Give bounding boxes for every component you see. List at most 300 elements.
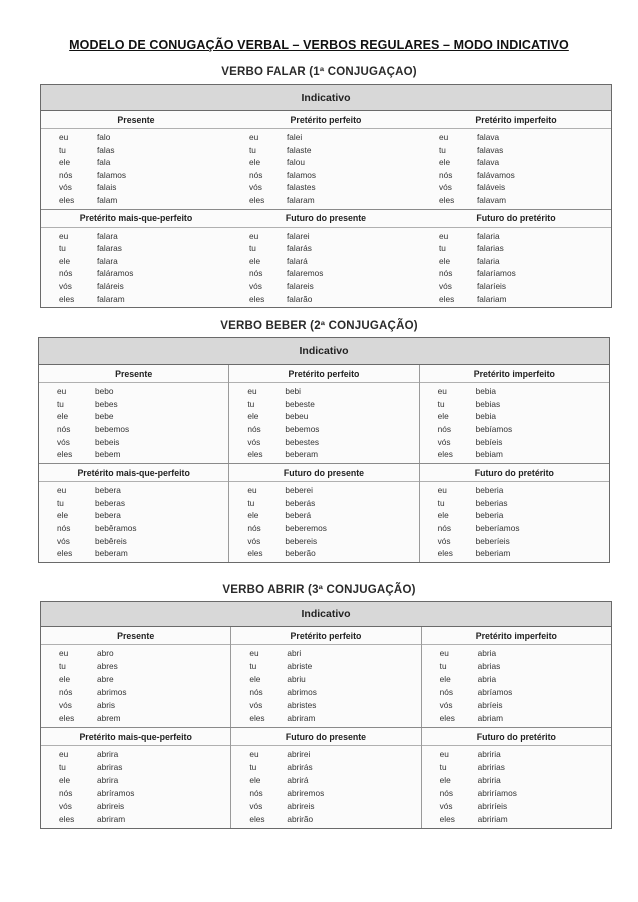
verb-form: abriram: [97, 814, 126, 825]
verb-form: falou: [287, 157, 305, 168]
verb-form: abro: [97, 648, 114, 659]
pronoun: vós: [249, 280, 262, 291]
conjugation-row: [39, 524, 228, 532]
verb-form: beberão: [285, 548, 316, 559]
conjugation-table-falar: [40, 84, 612, 308]
conjugation-row: [41, 269, 231, 277]
conjugation-row: [422, 815, 611, 823]
tense-column: [422, 627, 611, 727]
verb-form: beberia: [475, 485, 504, 496]
conjugation-row: [421, 257, 611, 265]
pronoun: vós: [247, 436, 261, 447]
conjugation-row: [41, 750, 230, 758]
pronoun: eles: [247, 449, 263, 460]
pronoun: eles: [439, 814, 455, 825]
tense-heading: Futuro do presente: [231, 728, 420, 746]
verb-form: bebia: [475, 386, 496, 397]
pronoun: eles: [437, 449, 453, 460]
conjugation-row: [231, 257, 421, 265]
verb-form: falávamos: [477, 169, 515, 180]
tense-heading: Pretérito perfeito: [231, 111, 421, 129]
verb-form: faláveis: [477, 182, 506, 193]
pronoun: nós: [57, 523, 71, 534]
pronoun: ele: [439, 775, 451, 786]
tense-heading: Pretérito imperfeito: [422, 627, 611, 645]
verb-form: faláreis: [97, 280, 124, 291]
tense-column: [39, 464, 229, 562]
conjugation-row: [422, 714, 611, 722]
page-title: MODELO DE CONUGAÇÃO VERBAL – VERBOS REGULARES – MODO INDICATIVO: [69, 38, 569, 52]
pronoun: ele: [437, 411, 449, 422]
conjugation-row: [420, 549, 609, 557]
verb-form: falavas: [477, 144, 504, 155]
verb-form: abriras: [97, 762, 123, 773]
tense-heading: Futuro do pretérito: [422, 728, 611, 746]
conjugation-row: [421, 196, 611, 204]
conjugation-row: [229, 438, 418, 446]
conjugation-row: [420, 400, 609, 408]
verb-form: falamos: [287, 169, 317, 180]
tense-column: [41, 210, 231, 308]
verb-form: bebe: [95, 411, 114, 422]
verb-form: beberás: [285, 497, 316, 508]
indicative-header: Indicativo: [41, 602, 611, 627]
conjugation-row: [41, 232, 231, 240]
tense-heading: Presente: [41, 627, 230, 645]
conjugation-row: [39, 486, 228, 494]
conjugation-list: [41, 645, 230, 727]
pronoun: eu: [247, 386, 257, 397]
indicative-header: Indicativo: [41, 85, 611, 111]
conjugation-list: [41, 228, 231, 308]
pronoun: ele: [249, 674, 261, 685]
conjugation-row: [421, 232, 611, 240]
pronoun: tu: [437, 398, 445, 409]
conjugation-row: [41, 701, 230, 709]
pronoun: vós: [439, 182, 452, 193]
conjugation-list: [421, 129, 611, 209]
conjugation-row: [421, 171, 611, 179]
conjugation-row: [231, 649, 420, 657]
pronoun: tu: [57, 497, 64, 508]
verb-form: bebíeis: [475, 436, 503, 447]
pronoun: nós: [437, 424, 452, 435]
conjugation-row: [39, 511, 228, 519]
tense-column: [229, 464, 419, 562]
conjugation-row: [231, 802, 420, 810]
verb-form: bebíamos: [475, 424, 513, 435]
pronoun: nós: [439, 169, 453, 180]
verb-form: falava: [477, 132, 500, 143]
conjugation-row: [41, 649, 230, 657]
conjugation-row: [41, 776, 230, 784]
pronoun: tu: [249, 661, 257, 672]
verb-form: falaria: [477, 230, 500, 241]
tense-column: [231, 210, 421, 308]
conjugation-row: [39, 450, 228, 458]
conjugation-row: [41, 675, 230, 683]
conjugation-list: [39, 383, 228, 463]
verb-form: falais: [97, 182, 117, 193]
tense-heading: Presente: [39, 365, 228, 383]
conjugation-row: [41, 196, 231, 204]
pronoun: vós: [249, 801, 263, 812]
conjugation-row: [39, 549, 228, 557]
conjugation-row: [231, 232, 421, 240]
verb-form: abririam: [477, 814, 508, 825]
conjugation-row: [41, 282, 231, 290]
tense-column: [41, 728, 231, 828]
verb-form: beberei: [285, 485, 314, 496]
conjugation-row: [421, 158, 611, 166]
tense-block-top: [39, 365, 609, 464]
tense-heading: Futuro do pretérito: [420, 464, 609, 482]
pronoun: tu: [57, 398, 64, 409]
verb-form: bebemos: [285, 424, 320, 435]
pronoun: ele: [57, 510, 69, 521]
verb-form: beberemos: [285, 523, 327, 534]
verb-form: falarás: [287, 243, 312, 254]
tense-column: [421, 111, 611, 209]
tense-column: [229, 365, 419, 463]
verb-form: bebera: [95, 510, 121, 521]
verb-form: beberíamos: [475, 523, 520, 534]
conjugation-row: [39, 438, 228, 446]
pronoun: ele: [249, 157, 261, 168]
pronoun: tu: [247, 497, 255, 508]
verb-form: bebias: [475, 398, 501, 409]
pronoun: eles: [249, 713, 265, 724]
pronoun: nós: [59, 169, 73, 180]
verb-form: abríamos: [477, 687, 513, 698]
conjugation-row: [41, 789, 230, 797]
conjugation-row: [420, 499, 609, 507]
pronoun: eu: [249, 749, 259, 760]
pronoun: eles: [437, 548, 453, 559]
pronoun: eu: [437, 485, 447, 496]
conjugation-list: [231, 645, 420, 727]
conjugation-row: [41, 714, 230, 722]
verb-form: abriste: [287, 661, 313, 672]
conjugation-row: [229, 537, 418, 545]
pronoun: nós: [249, 788, 263, 799]
pronoun: tu: [59, 243, 66, 254]
pronoun: ele: [249, 775, 261, 786]
conjugation-row: [422, 789, 611, 797]
verb-form: faláramos: [97, 268, 134, 279]
verb-form: bebo: [95, 386, 114, 397]
conjugation-row: [41, 688, 230, 696]
verb-form: falei: [287, 132, 303, 143]
tense-block-top: [41, 627, 611, 728]
conjugation-row: [39, 412, 228, 420]
verb-form: falarias: [477, 243, 504, 254]
pronoun: ele: [249, 255, 261, 266]
pronoun: eles: [59, 713, 75, 724]
conjugation-row: [41, 133, 231, 141]
conjugation-list: [422, 645, 611, 727]
verb-title: VERBO FALAR (1ª CONJUGAÇAO): [221, 66, 417, 78]
conjugation-row: [420, 387, 609, 395]
conjugation-row: [229, 549, 418, 557]
pronoun: eles: [59, 814, 75, 825]
conjugation-list: [229, 482, 418, 562]
pronoun: nós: [247, 424, 261, 435]
conjugation-row: [231, 675, 420, 683]
verb-form: bebera: [95, 485, 121, 496]
tense-heading: Pretérito mais-que-perfeito: [41, 210, 231, 228]
conjugation-row: [41, 183, 231, 191]
tense-heading: Pretérito imperfeito: [421, 111, 611, 129]
pronoun: eu: [249, 230, 259, 241]
pronoun: ele: [247, 510, 259, 521]
pronoun: vós: [437, 436, 451, 447]
pronoun: nós: [59, 687, 73, 698]
indicative-header: Indicativo: [39, 338, 609, 365]
conjugation-row: [422, 776, 611, 784]
pronoun: vós: [247, 535, 261, 546]
tense-heading: Pretérito mais-que-perfeito: [39, 464, 228, 482]
conjugation-row: [41, 662, 230, 670]
conjugation-row: [231, 146, 421, 154]
pronoun: vós: [439, 801, 453, 812]
verb-form: abriremos: [287, 788, 325, 799]
pronoun: ele: [439, 255, 451, 266]
pronoun: eles: [439, 293, 455, 304]
tense-column: [420, 464, 609, 562]
verb-form: abrimos: [287, 687, 317, 698]
conjugation-row: [229, 387, 418, 395]
conjugation-row: [229, 524, 418, 532]
conjugation-row: [231, 295, 421, 303]
conjugation-row: [231, 196, 421, 204]
pronoun: nós: [247, 523, 261, 534]
pronoun: eu: [439, 132, 449, 143]
verb-form: abristes: [287, 700, 317, 711]
verb-form: bebes: [95, 398, 118, 409]
conjugation-row: [41, 815, 230, 823]
pronoun: ele: [57, 411, 69, 422]
tense-block-bottom: [41, 728, 611, 828]
conjugation-row: [420, 524, 609, 532]
conjugation-row: [422, 662, 611, 670]
conjugation-list: [41, 746, 230, 828]
verb-form: bebereis: [285, 535, 318, 546]
verb-form: falara: [97, 255, 118, 266]
conjugation-row: [420, 412, 609, 420]
conjugation-row: [420, 511, 609, 519]
tense-column: [231, 111, 421, 209]
pronoun: ele: [59, 157, 71, 168]
conjugation-list: [420, 482, 609, 562]
verb-form: falarão: [287, 293, 313, 304]
pronoun: eles: [57, 449, 73, 460]
verb-form: falarei: [287, 230, 310, 241]
conjugation-row: [421, 295, 611, 303]
pronoun: vós: [59, 182, 72, 193]
conjugation-table-beber: [38, 337, 610, 563]
conjugation-row: [229, 400, 418, 408]
conjugation-row: [231, 714, 420, 722]
tense-column: [39, 365, 229, 463]
conjugation-row: [41, 146, 231, 154]
pronoun: nós: [59, 268, 73, 279]
verb-form: beberia: [475, 510, 504, 521]
pronoun: eu: [59, 230, 69, 241]
conjugation-row: [39, 425, 228, 433]
conjugation-row: [41, 158, 231, 166]
verb-form: abri: [287, 648, 302, 659]
pronoun: eles: [439, 713, 455, 724]
pronoun: nós: [439, 788, 454, 799]
pronoun: nós: [57, 424, 71, 435]
conjugation-row: [39, 400, 228, 408]
verb-form: bebeste: [285, 398, 315, 409]
conjugation-row: [231, 133, 421, 141]
verb-form: falariam: [477, 293, 507, 304]
conjugation-row: [229, 425, 418, 433]
pronoun: ele: [437, 510, 449, 521]
pronoun: eu: [439, 230, 449, 241]
conjugation-row: [421, 183, 611, 191]
verb-form: abris: [97, 700, 115, 711]
conjugation-list: [231, 129, 421, 209]
verb-form: abriam: [477, 713, 504, 724]
pronoun: eu: [439, 749, 449, 760]
pronoun: ele: [59, 775, 71, 786]
conjugation-row: [421, 146, 611, 154]
conjugation-row: [420, 425, 609, 433]
conjugation-row: [231, 776, 420, 784]
conjugation-row: [229, 486, 418, 494]
verb-form: falas: [97, 144, 115, 155]
pronoun: vós: [57, 535, 70, 546]
tense-heading: Futuro do pretérito: [421, 210, 611, 228]
conjugation-row: [41, 171, 231, 179]
pronoun: nós: [249, 687, 263, 698]
pronoun: tu: [439, 144, 446, 155]
verb-form: abriria: [477, 775, 501, 786]
verb-form: abrimos: [97, 687, 127, 698]
pronoun: tu: [249, 762, 257, 773]
verb-form: beberas: [95, 497, 125, 508]
tense-heading: Pretérito mais-que-perfeito: [41, 728, 230, 746]
verb-form: beberá: [285, 510, 312, 521]
pronoun: tu: [439, 762, 447, 773]
verb-form: beberam: [95, 548, 128, 559]
pronoun: nós: [59, 788, 73, 799]
conjugation-row: [421, 282, 611, 290]
conjugation-row: [41, 763, 230, 771]
pronoun: nós: [437, 523, 452, 534]
verb-form: abrirás: [287, 762, 313, 773]
conjugation-list: [231, 228, 421, 308]
pronoun: nós: [439, 268, 453, 279]
pronoun: nós: [249, 268, 263, 279]
conjugation-row: [231, 662, 420, 670]
pronoun: vós: [249, 700, 263, 711]
verb-form: abrirão: [287, 814, 314, 825]
pronoun: eu: [59, 132, 69, 143]
conjugation-row: [229, 412, 418, 420]
verb-form: bebêreis: [95, 535, 127, 546]
verb-form: falastes: [287, 182, 316, 193]
pronoun: eles: [249, 814, 265, 825]
tense-block-bottom: [41, 210, 611, 308]
pronoun: vós: [439, 280, 452, 291]
pronoun: vós: [249, 182, 262, 193]
conjugation-row: [422, 675, 611, 683]
tense-heading: Pretérito imperfeito: [420, 365, 609, 383]
tense-heading: Futuro do presente: [231, 210, 421, 228]
verb-form: abrias: [477, 661, 501, 672]
conjugation-row: [229, 511, 418, 519]
verb-form: abríramos: [97, 788, 135, 799]
pronoun: vós: [439, 700, 453, 711]
conjugation-row: [231, 789, 420, 797]
verb-form: abrira: [97, 775, 119, 786]
pronoun: eles: [59, 293, 75, 304]
conjugation-row: [231, 183, 421, 191]
pronoun: tu: [59, 144, 66, 155]
conjugation-row: [421, 133, 611, 141]
pronoun: ele: [439, 674, 451, 685]
verb-form: beberiam: [475, 548, 511, 559]
pronoun: tu: [249, 144, 256, 155]
verb-form: abrireis: [97, 801, 125, 812]
conjugation-list: [421, 228, 611, 308]
verb-form: falo: [97, 132, 111, 143]
tense-heading: Futuro do presente: [229, 464, 418, 482]
verb-form: falara: [97, 230, 118, 241]
tense-column: [421, 210, 611, 308]
pronoun: vós: [59, 801, 72, 812]
pronoun: vós: [59, 280, 72, 291]
verb-form: abres: [97, 661, 118, 672]
pronoun: eu: [59, 749, 69, 760]
conjugation-row: [422, 802, 611, 810]
pronoun: vós: [59, 700, 72, 711]
pronoun: ele: [59, 255, 71, 266]
pronoun: ele: [247, 411, 259, 422]
verb-title: VERBO BEBER (2ª CONJUGAÇÃO): [220, 320, 418, 332]
verb-form: beberíeis: [475, 535, 510, 546]
conjugation-row: [231, 688, 420, 696]
tense-block-top: [41, 111, 611, 210]
pronoun: ele: [59, 674, 71, 685]
verb-form: abriríamos: [477, 788, 517, 799]
pronoun: eu: [437, 386, 447, 397]
pronoun: ele: [439, 157, 451, 168]
verb-form: falam: [97, 195, 118, 206]
verb-form: bebeis: [95, 436, 120, 447]
verb-form: falaras: [97, 243, 122, 254]
verb-form: bebiam: [475, 449, 503, 460]
pronoun: eles: [249, 195, 265, 206]
pronoun: eles: [247, 548, 263, 559]
verb-form: falamos: [97, 169, 127, 180]
verb-form: fala: [97, 157, 111, 168]
verb-title: VERBO ABRIR (3ª CONJUGAÇÃO): [222, 584, 416, 596]
verb-form: abrem: [97, 713, 121, 724]
conjugation-row: [41, 257, 231, 265]
pronoun: tu: [249, 243, 256, 254]
verb-form: bebem: [95, 449, 121, 460]
tense-column: [422, 728, 611, 828]
conjugation-list: [41, 129, 231, 209]
conjugation-row: [420, 486, 609, 494]
pronoun: eu: [249, 648, 259, 659]
